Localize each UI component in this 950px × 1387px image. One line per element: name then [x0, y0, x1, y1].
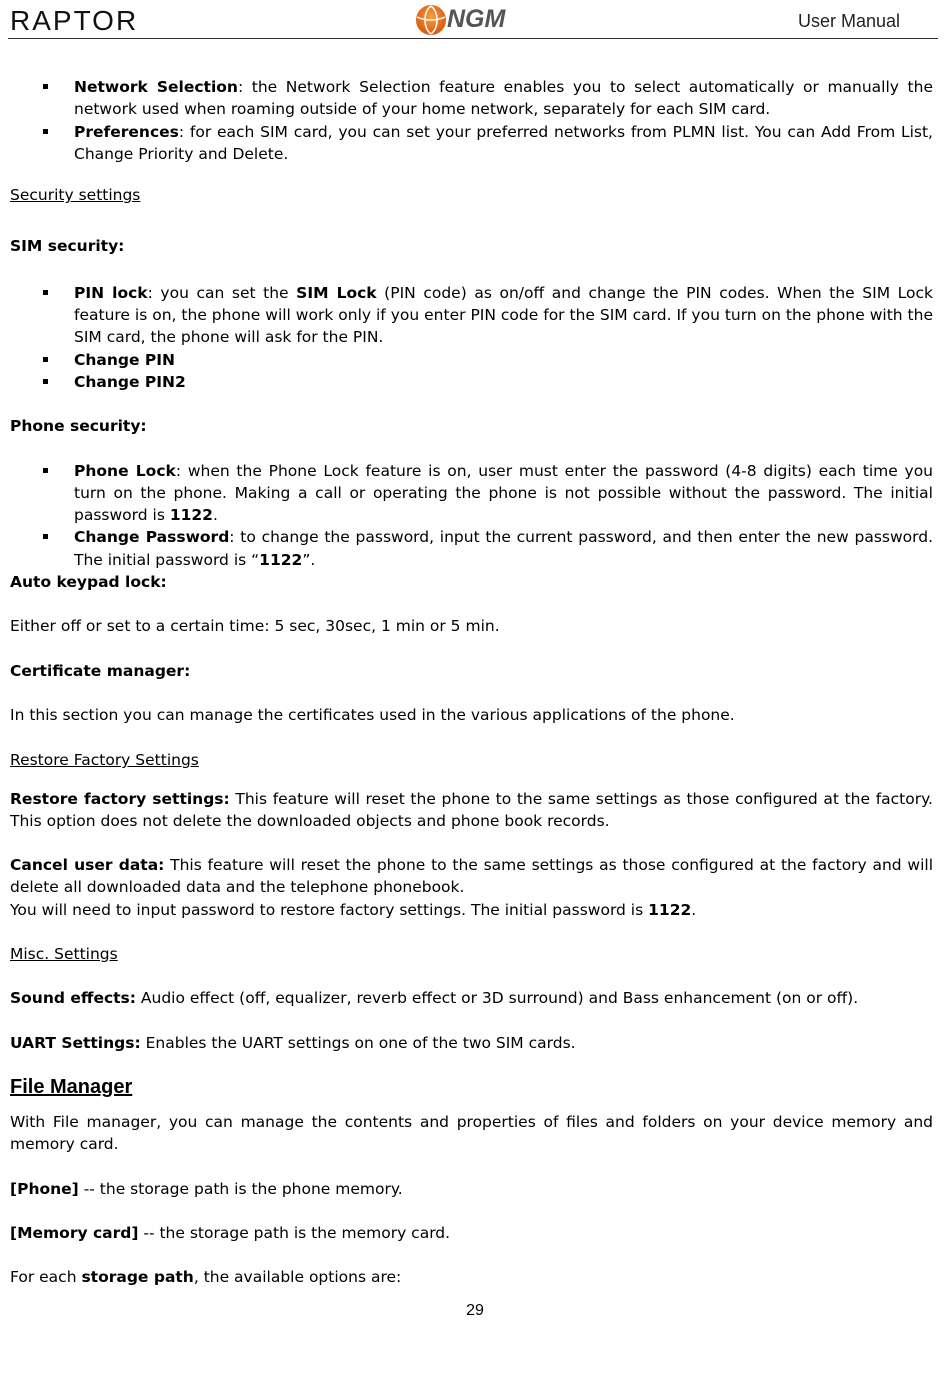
term: Change PIN: [74, 350, 176, 369]
subsection-heading: Phone security:: [10, 417, 147, 436]
description: : the Network Selection feature enables you to select automatically or manually the network used when roaming outside of your home network, separately for each SIM card.: [74, 78, 933, 119]
term: [Memory card]: [10, 1223, 139, 1242]
paragraph: [10, 788, 933, 833]
list-item: [10, 526, 933, 571]
description: You will need to input password to restore factory settings. The initial password is: [10, 900, 649, 919]
paragraph: [10, 1178, 933, 1200]
network-list: [10, 76, 933, 165]
list-item: [10, 76, 933, 121]
description: : when the Phone Lock feature is on, user must enter the password (4-8 digits) each time you turn on the phone. Making a call or operating the phone is not possible without the password. The initial password is: [74, 461, 934, 525]
term: Restore factory settings:: [10, 789, 230, 808]
description: Enables the UART settings on one of the two SIM cards.: [140, 1033, 576, 1052]
section-heading: Restore Factory Settings: [10, 751, 199, 770]
paragraph: [10, 987, 933, 1009]
punctuation: ”.: [302, 550, 316, 569]
term: SIM Lock: [296, 283, 377, 302]
term: PIN lock: [74, 283, 148, 302]
phone-security-list: [10, 460, 933, 571]
paragraph: [10, 854, 933, 899]
list-item: [10, 371, 933, 393]
punctuation: .: [691, 900, 697, 919]
description: This feature will reset the phone to the same settings as those configured at the factory. This option does not delete the downloaded objects and phone book records.: [10, 789, 933, 830]
password-value: 1122: [648, 900, 692, 919]
description: (PIN code) as on/off and change the PIN codes. When the SIM Lock feature is on, the phone will work only if you enter PIN code for the SIM card. If you turn on the phone with the SIM card, the phone will ask for the PIN.: [74, 283, 933, 347]
description: : to change the password, input the current password, and then enter the new password. The initial password is “: [74, 528, 933, 569]
term: Cancel user data:: [10, 856, 165, 875]
chapter-heading: File Manager: [10, 1075, 133, 1098]
paragraph: Either off or set to a certain time: 5 sec, 30sec, 1 min or 5 min.: [10, 617, 500, 636]
description: For each: [10, 1268, 82, 1287]
paragraph: [10, 1266, 933, 1288]
term: UART Settings:: [10, 1033, 141, 1052]
paragraph: [10, 1222, 933, 1244]
term: Phone Lock: [74, 461, 176, 480]
list-item: [10, 460, 933, 527]
punctuation: .: [212, 506, 218, 525]
header-divider: [8, 38, 938, 39]
description: , the available options are:: [193, 1268, 402, 1287]
term: Network Selection: [74, 78, 238, 96]
subsection-heading: Certificate manager:: [10, 661, 191, 680]
description: This feature will reset the phone to the same settings as those configured at the factory and will delete all downloaded data and the telephone phonebook.: [10, 856, 933, 897]
raptor-logo: RAPTOR: [10, 5, 139, 36]
list-item: [10, 121, 933, 166]
paragraph: [10, 899, 933, 921]
term: Change Password: [74, 528, 230, 547]
list-item: [10, 349, 933, 371]
sim-security-list: [10, 282, 933, 393]
page-content: [10, 76, 933, 1288]
section-heading: Misc. Settings: [10, 945, 118, 964]
paragraph: [10, 1032, 933, 1054]
ngm-wordmark: NGM: [447, 5, 506, 33]
term: storage path: [81, 1268, 194, 1287]
password-value: 1122: [169, 506, 213, 525]
page-header: [0, 0, 950, 42]
term: Sound effects:: [10, 989, 136, 1008]
paragraph: In this section you can manage the certificates used in the various applications of the phone.: [10, 705, 735, 724]
description: -- the storage path is the phone memory.: [78, 1179, 403, 1198]
list-item: [10, 282, 933, 349]
document-type-label: User Manual: [797, 11, 900, 31]
password-value: 1122: [259, 550, 303, 569]
term: Change PIN2: [74, 372, 186, 391]
description: : for each SIM card, you can set your preferred networks from PLMN list. You can Add From List, Change Priority and Delete.: [74, 122, 933, 163]
description: : you can set the: [147, 283, 297, 302]
subsection-heading: Auto keypad lock:: [10, 573, 167, 592]
description: Audio effect (off, equalizer, reverb effect or 3D surround) and Bass enhancement (on or off).: [135, 989, 859, 1008]
paragraph: With File manager, you can manage the contents and properties of files and folders on your device memory and memory card.: [10, 1112, 933, 1154]
term: [Phone]: [10, 1179, 79, 1198]
subsection-heading: SIM security:: [10, 237, 125, 256]
description: -- the storage path is the memory card.: [138, 1223, 451, 1242]
ngm-logo: [413, 3, 523, 37]
term: Preferences: [74, 122, 179, 141]
page-number: 29: [466, 1302, 484, 1319]
section-heading: Security settings: [10, 186, 141, 205]
ngm-shell-icon: [413, 3, 449, 37]
